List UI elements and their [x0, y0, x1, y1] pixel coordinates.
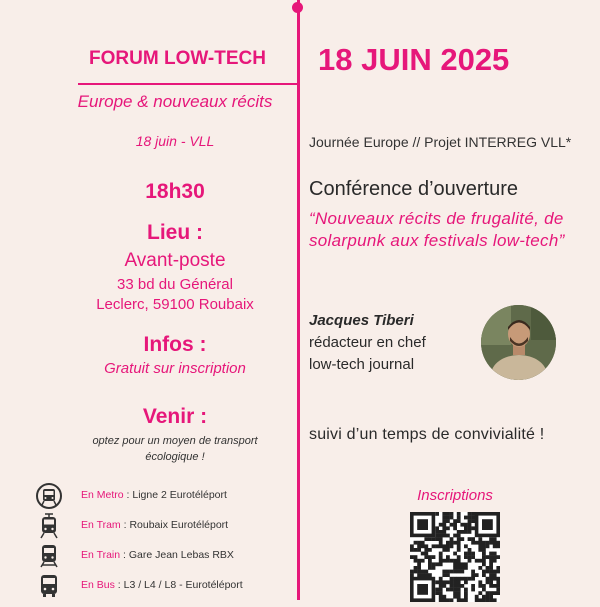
address-line-1: 33 bd du Général: [117, 276, 233, 293]
inscriptions-label: Inscriptions: [417, 487, 493, 504]
bus-icon: [35, 572, 63, 600]
tram-icon: [35, 512, 63, 540]
event-subtitle: Europe & nouveaux récits: [77, 92, 273, 111]
registration-qr-code[interactable]: [410, 512, 500, 602]
timeline-dot: [292, 2, 303, 13]
speaker-role-line-1: rédacteur en chef: [309, 334, 426, 351]
speaker-role: [309, 332, 469, 376]
speaker-role-line-2: low-tech journal: [309, 356, 415, 373]
venue-name: Avant-poste: [124, 250, 226, 271]
train-icon: [35, 542, 63, 570]
transport-metro-detail: : Ligne 2 Eurotéléport: [123, 489, 227, 501]
venir-heading: Venir :: [142, 405, 208, 428]
lieu-heading: Lieu :: [147, 221, 203, 244]
address-line-2: Leclerc, 59100 Roubaix: [96, 296, 254, 313]
venir-text-line-1: optez pour un moyen de transport: [92, 435, 258, 447]
forum-title: FORUM LOW-TECH: [89, 48, 266, 69]
infos-heading: Infos :: [143, 333, 207, 356]
date-location-tag: 18 juin - VLL: [135, 133, 215, 149]
transport-tram-detail: : Roubaix Eurotéléport: [120, 519, 229, 531]
transport-train-detail: : Gare Jean Lebas RBX: [120, 549, 234, 561]
venir-text: [55, 433, 295, 465]
speaker-name: Jacques Tiberi: [309, 312, 414, 329]
transport-train-text: [81, 549, 234, 561]
speaker-avatar: [481, 305, 556, 380]
event-time: 18h30: [145, 180, 205, 203]
transport-metro-mode: En Metro: [81, 489, 124, 501]
timeline-line: [297, 0, 300, 600]
transport-train-mode: En Train: [81, 549, 121, 561]
transport-bus-detail: : L3 / L4 / L8 - Eurotéléport: [114, 579, 243, 591]
conviviality-text: suivi d’un temps de convivialité !: [309, 426, 545, 443]
venir-text-line-2: écologique !: [145, 451, 205, 463]
infos-text: Gratuit sur inscription: [104, 360, 246, 377]
transport-bus-text: [81, 579, 243, 591]
journee-europe-label: Journée Europe // Projet INTERREG VLL*: [309, 134, 572, 150]
conference-title: Conférence d’ouverture: [309, 178, 519, 200]
transport-tram-mode: En Tram: [81, 519, 121, 531]
event-date: 18 JUIN 2025: [318, 42, 510, 77]
transport-tram-text: [81, 519, 228, 531]
transport-bus-mode: En Bus: [81, 579, 115, 591]
metro-icon: [35, 482, 63, 510]
transport-metro-text: [81, 489, 227, 501]
header-divider: [78, 83, 297, 85]
conference-quote: “Nouveaux récits de frugalité, de solarpunk aux festivals low-tech”: [309, 209, 565, 250]
venue-address: [60, 275, 290, 315]
